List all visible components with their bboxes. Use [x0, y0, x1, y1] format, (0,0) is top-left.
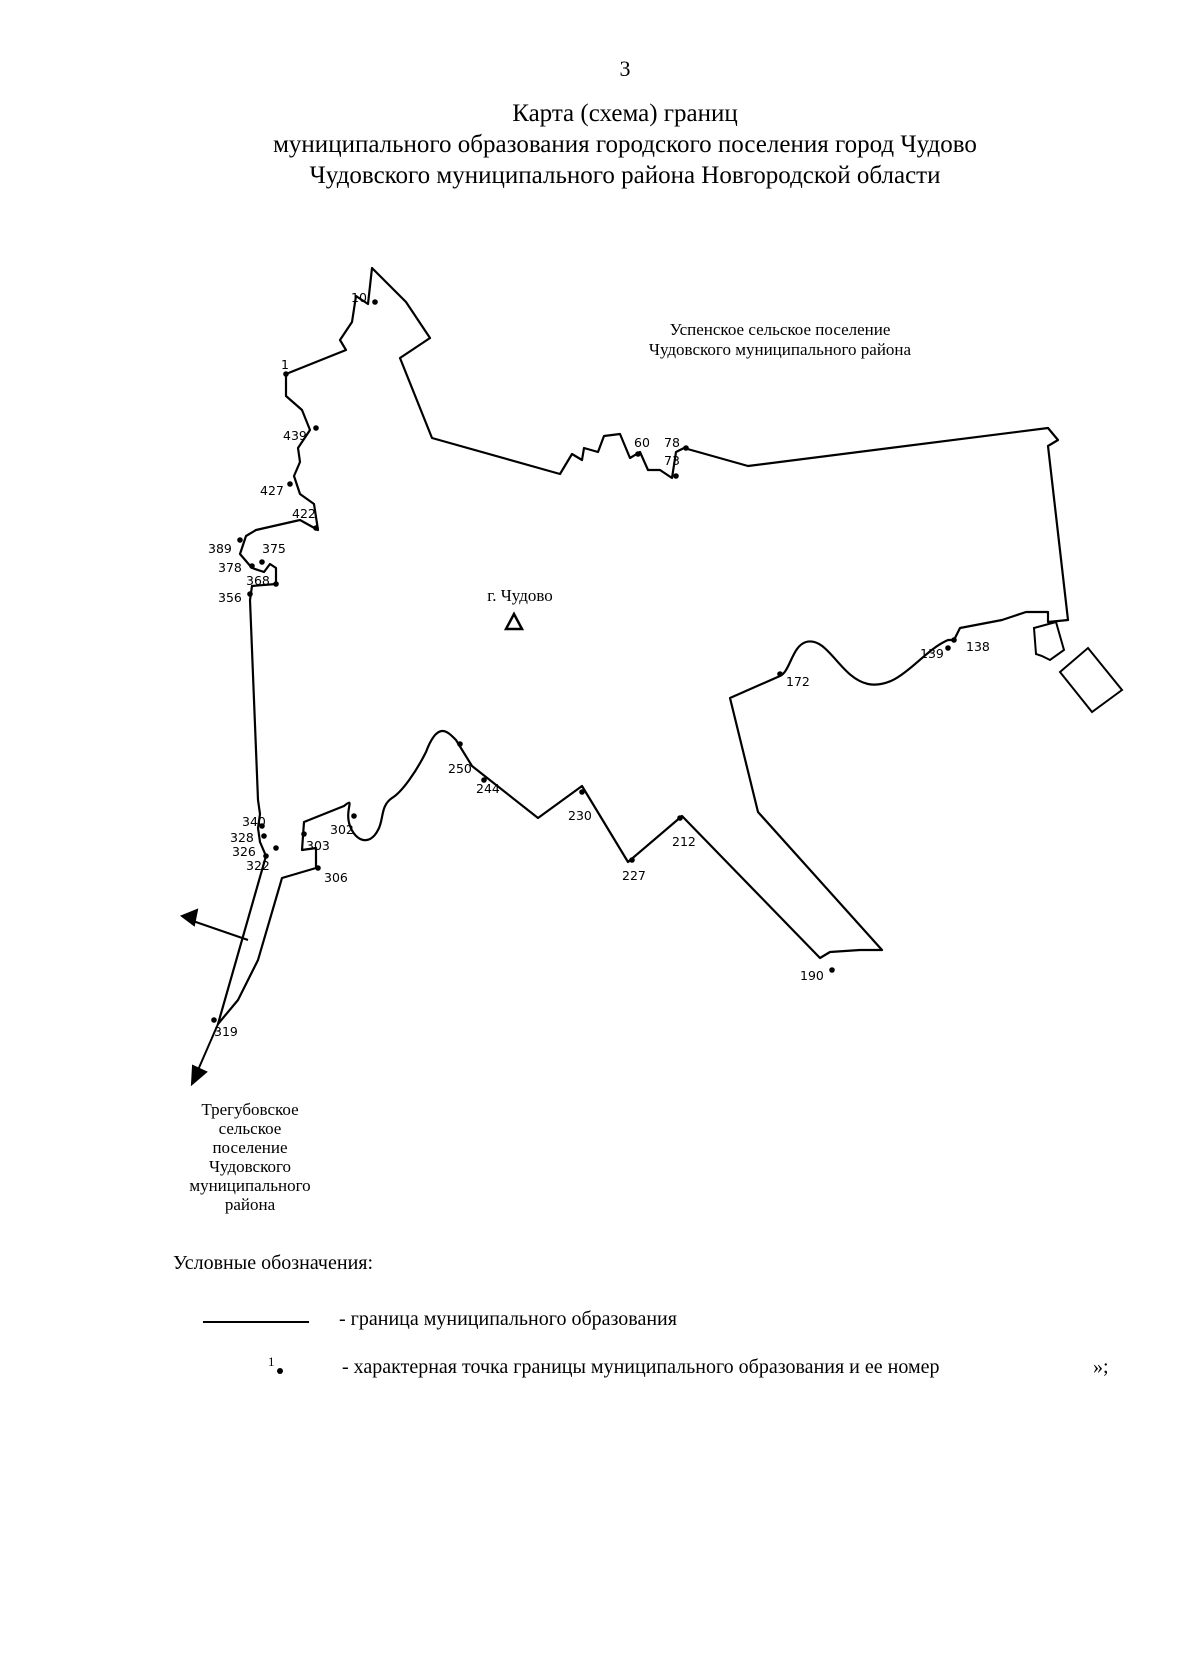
point-label-190: 190	[800, 968, 824, 983]
neighbor-label-tregubovskoe	[160, 1100, 340, 1214]
east-parcel	[1034, 622, 1064, 660]
point-dot-328	[261, 833, 267, 839]
east-parcel-rotated	[1060, 648, 1122, 712]
point-label-319: 319	[214, 1024, 238, 1039]
legend-point-number: 1	[268, 1354, 275, 1369]
point-label-212: 212	[672, 834, 696, 849]
neighbor-east-line-1: Успенское сельское поселение	[669, 320, 891, 339]
point-label-340: 340	[242, 814, 266, 829]
point-label-368: 368	[246, 573, 270, 588]
point-label-378: 378	[218, 560, 242, 575]
neighbor-label-uspenskoe	[600, 320, 960, 360]
point-dot-138	[951, 637, 957, 643]
city-marker	[506, 614, 522, 629]
legend-point-sample	[268, 1354, 288, 1378]
point-label-306: 306	[324, 870, 348, 885]
point-label-73: 73	[664, 453, 680, 468]
point-dot-422	[313, 525, 319, 531]
point-dot-389	[237, 537, 243, 543]
neighbor-south-line-5: муниципального	[189, 1176, 311, 1195]
point-label-230: 230	[568, 808, 592, 823]
point-label-78: 78	[664, 435, 680, 450]
neighbor-east-line-2: Чудовского муниципального района	[648, 340, 912, 359]
point-label-244: 244	[476, 781, 500, 796]
point-dot-356	[247, 591, 253, 597]
neighbor-south-line-1: Трегубовское	[201, 1100, 299, 1119]
legend-boundary-line-sample	[203, 1321, 309, 1323]
point-dot-172	[777, 671, 783, 677]
west-arrow	[182, 910, 248, 940]
point-label-1: 1	[281, 357, 289, 372]
neighbor-south-line-2: сельское	[218, 1119, 282, 1138]
neighbor-south-line-4: Чудовского	[208, 1157, 292, 1176]
point-label-302: 302	[330, 822, 354, 837]
point-dot-139	[945, 645, 951, 651]
page-number: 3	[619, 56, 631, 81]
point-dot-319	[211, 1017, 217, 1023]
title-line-2: муниципального образования городского поселения город Чудово	[273, 131, 977, 158]
point-label-375: 375	[262, 541, 286, 556]
point-dot-250	[457, 741, 463, 747]
city-label: г. Чудово	[487, 586, 553, 605]
point-dot-427	[287, 481, 293, 487]
point-dot-306	[315, 865, 321, 871]
point-dot-303	[301, 831, 307, 837]
neighbor-south-line-3: поселение	[212, 1138, 288, 1157]
point-dot-60	[635, 451, 641, 457]
title-line-1: Карта (схема) границ	[512, 100, 738, 127]
point-label-60: 60	[634, 435, 650, 450]
point-label-439: 439	[283, 428, 307, 443]
legend-title: Условные обозначения:	[173, 1252, 374, 1274]
point-label-250: 250	[448, 761, 472, 776]
point-label-326: 326	[232, 844, 256, 859]
point-dot-212	[677, 815, 683, 821]
point-dot-326	[273, 845, 279, 851]
legend-closing-quote: »;	[1093, 1356, 1109, 1378]
title-line-3: Чудовского муниципального района Новгородской области	[309, 162, 941, 189]
point-label-356: 356	[218, 590, 242, 605]
point-label-427: 427	[260, 483, 284, 498]
point-label-322: 322	[246, 858, 270, 873]
point-dot-302	[351, 813, 357, 819]
point-dot-190	[829, 967, 835, 973]
point-label-328: 328	[230, 830, 254, 845]
legend-point-dot	[277, 1368, 283, 1374]
legend-boundary-text: - граница муниципального образования	[339, 1308, 677, 1330]
point-dot-378	[249, 563, 255, 569]
point-label-303: 303	[306, 838, 330, 853]
point-label-172: 172	[786, 674, 810, 689]
point-label-422: 422	[292, 506, 316, 521]
point-label-227: 227	[622, 868, 646, 883]
point-dot-10	[372, 299, 378, 305]
point-dot-227	[629, 857, 635, 863]
point-label-10: 10	[351, 290, 367, 305]
point-dot-73	[673, 473, 679, 479]
point-label-389: 389	[208, 541, 232, 556]
point-dot-375	[259, 559, 265, 565]
point-dot-1	[283, 371, 289, 377]
point-dot-78	[683, 445, 689, 451]
neighbor-south-line-6: района	[224, 1195, 276, 1214]
point-dot-439	[313, 425, 319, 431]
point-label-138: 138	[966, 639, 990, 654]
legend-point-text: - характерная точка границы муниципального образования и ее номер	[342, 1356, 940, 1378]
point-dot-368	[273, 581, 279, 587]
point-dot-230	[579, 789, 585, 795]
point-label-139: 139	[920, 646, 944, 661]
